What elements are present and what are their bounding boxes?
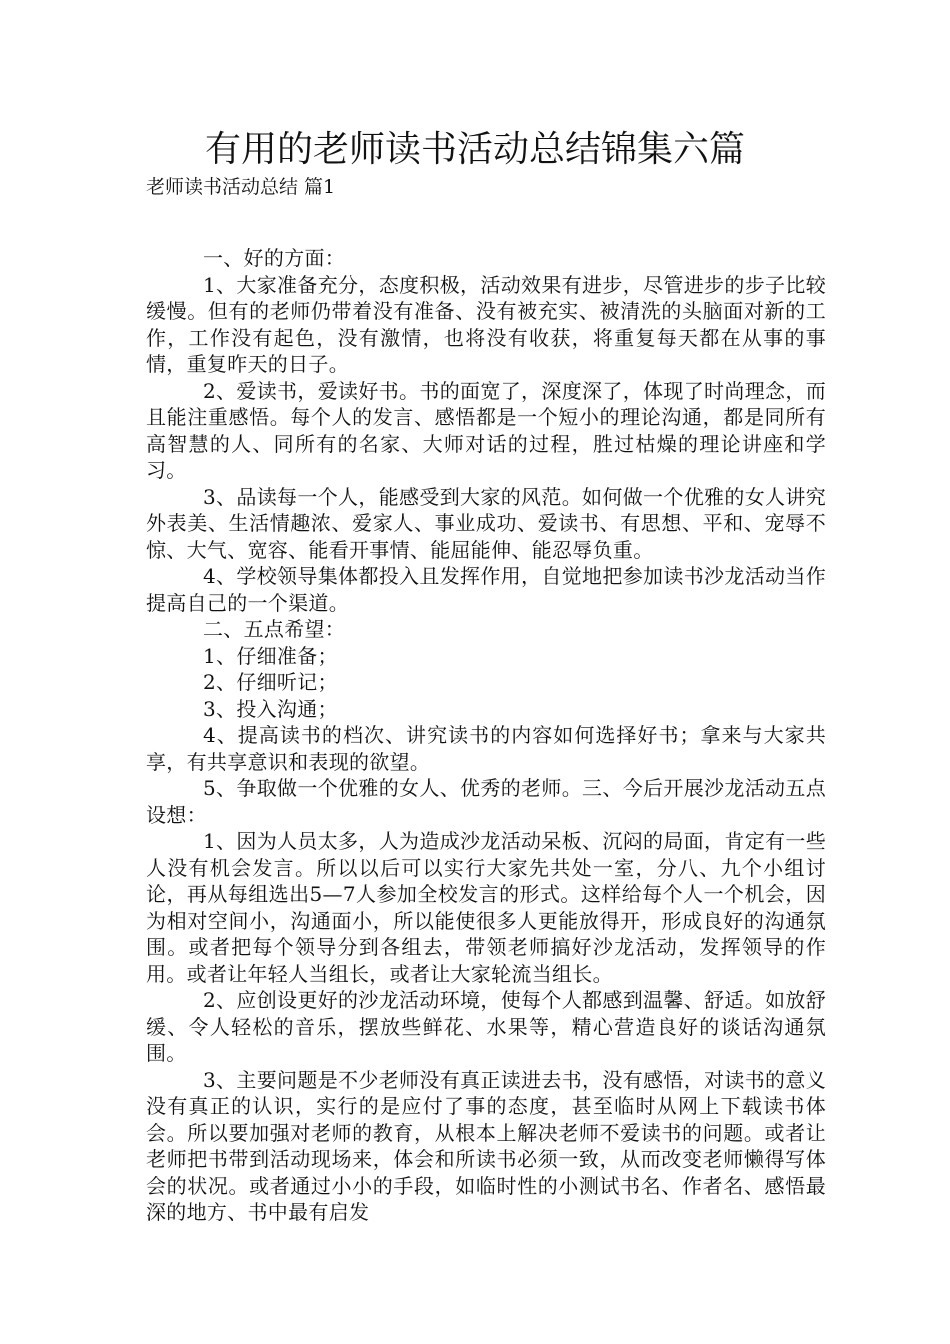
- section-heading: 老师读书活动总结 篇1: [146, 176, 336, 198]
- paragraph: 2、应创设更好的沙龙活动环境，使每个人都感到温馨、舒适。如放舒缓、令人轻松的音乐，摆放些鲜花、水果等，精心营造良好的谈话沟通氛围。: [146, 988, 826, 1065]
- paragraph: 4、学校领导集体都投入且发挥作用，自觉地把参加读书沙龙活动当作提高自己的一个渠道。: [146, 564, 826, 615]
- paragraph: 一、好的方面：: [203, 246, 346, 270]
- paragraph: 5、争取做一个优雅的女人、优秀的老师。三、今后开展沙龙活动五点设想：: [146, 776, 826, 827]
- paragraph: 3、品读每一个人，能感受到大家的风范。如何做一个优雅的女人讲究外表美、生活情趣浓、爱家人、事业成功、爱读书、有思想、平和、宠辱不惊、大气、宽容、能看开事情、能屈能伸、能忍辱负重。: [146, 484, 826, 562]
- paragraph: 1、大家准备充分，态度积极，活动效果有进步，尽管进步的步子比较缓慢。但有的老师仍带着没有准备、没有被充实、被清洗的头脑面对新的工作，工作没有起色，没有激情，也将没有收获，将重复每天都在从事的事情，重复昨天的日子。: [146, 272, 826, 376]
- paragraph: 二、五点希望：: [203, 617, 346, 641]
- document-title: 有用的老师读书活动总结锦集六篇: [204, 129, 745, 170]
- paragraph: 1、仔细准备；: [203, 643, 338, 668]
- paragraph: 2、仔细听记；: [203, 670, 338, 694]
- paragraph: 3、投入沟通；: [203, 696, 338, 721]
- document-body: [146, 245, 826, 1226]
- paragraph: 4、提高读书的档次、讲究读书的内容如何选择好书；拿来与大家共享，有共享意识和表现的欲望。: [146, 723, 826, 774]
- paragraph: 2、爱读书，爱读好书。书的面宽了，深度深了，体现了时尚理念，而且能注重感悟。每个人的发言、感悟都是一个短小的理论沟通，都是同所有高智慧的人、同所有的名家、大师对话的过程，胜过枯燥的理论讲座和学习。: [146, 378, 826, 482]
- paragraph: 1、因为人员太多，人为造成沙龙活动呆板、沉闷的局面，肯定有一些人没有机会发言。所以以后可以实行大家先共处一室，分八、九个小组讨论，再从每组选出5—7人参加全校发言的形式。这样给每个人一个机会，因为相对空间小，沟通面小，所以能使很多人更能放得开，形成良好的沟通氛围。或者把每个领导分到各组去，带领老师搞好沙龙活动，发挥领导的作用。或者让年轻人当组长，或者让大家轮流当组长。: [146, 829, 826, 986]
- paragraph: 3、主要问题是不少老师没有真正读进去书，没有感悟，对读书的意义没有真正的认识，实行的是应付了事的态度，甚至临时从网上下载读书体会。所以要加强对老师的教育，从根本上解决老师不爱读书的问题。或者让老师把书带到活动现场来，体会和所读书必须一致，从而改变老师懒得写体会的状况。或者通过小小的手段，如临时性的小测试书名、作者名、感悟最深的地方、书中最有启发: [146, 1067, 826, 1224]
